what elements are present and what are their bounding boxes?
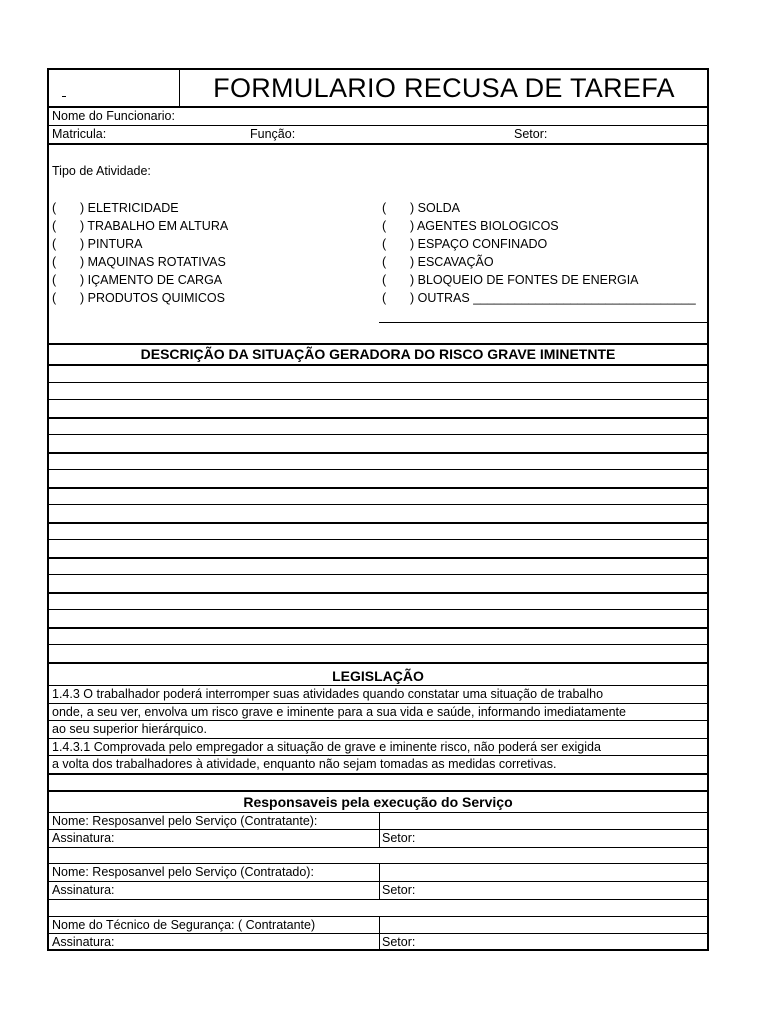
activity-label: ) ESPAÇO CONFINADO <box>410 237 548 251</box>
legislacao-title: LEGISLAÇÃO <box>332 668 424 684</box>
activity-label: ) SOLDA <box>410 201 461 215</box>
responsaveis-title: Responsaveis pela execução do Serviço <box>243 794 513 810</box>
activity-option[interactable] <box>52 289 228 307</box>
matricula-label: Matricula: <box>52 127 107 141</box>
descricao-writing-line[interactable] <box>49 417 707 419</box>
outras-extra-line[interactable] <box>379 322 709 323</box>
descricao-writing-line[interactable] <box>49 382 707 383</box>
responsavel-setor-label: Setor: <box>382 831 416 845</box>
logo-divider <box>179 70 180 106</box>
descricao-writing-line[interactable] <box>49 452 707 454</box>
descricao-writing-line[interactable] <box>49 522 707 524</box>
divider <box>49 125 707 126</box>
descricao-writing-line[interactable] <box>49 539 707 540</box>
activity-label: ) PRODUTOS QUIMICOS <box>80 291 225 305</box>
activity-label: ) ESCAVAÇÃO <box>410 255 494 269</box>
divider <box>49 847 707 848</box>
activity-option[interactable] <box>382 271 696 289</box>
form-title: FORMULARIO RECUSA DE TAREFA <box>213 73 675 103</box>
funcao-label: Função: <box>250 127 296 141</box>
checkbox-paren[interactable]: ( <box>52 201 57 215</box>
activity-label: ) BLOQUEIO DE FONTES DE ENERGIA <box>410 273 639 287</box>
divider <box>49 143 707 145</box>
activity-label: ) ELETRICIDADE <box>80 201 179 215</box>
column-divider <box>379 863 380 899</box>
descricao-writing-line[interactable] <box>49 469 707 470</box>
responsavel-nome-label: Nome do Técnico de Segurança: ( Contratante) <box>52 918 316 932</box>
descricao-writing-line[interactable] <box>49 557 707 559</box>
column-divider <box>379 916 380 951</box>
legislacao-text-line: ao seu superior hierárquico. <box>52 722 207 736</box>
checkbox-paren[interactable]: ( <box>52 219 57 233</box>
activity-option[interactable] <box>52 253 228 271</box>
checkbox-paren[interactable]: ( <box>382 201 387 215</box>
tipo-atividade-label: Tipo de Atividade: <box>52 164 151 178</box>
nome-funcionario-label: Nome do Funcionario: <box>52 109 175 123</box>
assinatura-label: Assinatura: <box>52 935 115 949</box>
logo-box <box>49 70 179 106</box>
responsavel-setor-label: Setor: <box>382 935 416 949</box>
descricao-writing-line[interactable] <box>49 574 707 575</box>
checkbox-paren[interactable]: ( <box>52 237 57 251</box>
divider <box>49 364 707 366</box>
assinatura-label: Assinatura: <box>52 831 115 845</box>
legislacao-text-line: 1.4.3 O trabalhador poderá interromper suas atividades quando constatar uma situação de trabalho <box>52 687 604 701</box>
activity-label: ) PINTURA <box>80 237 143 251</box>
recusa-tarefa-form <box>47 68 709 951</box>
activity-option[interactable] <box>382 217 696 235</box>
divider <box>49 933 707 934</box>
descricao-writing-line[interactable] <box>49 487 707 489</box>
divider <box>49 881 707 882</box>
checkbox-paren[interactable]: ( <box>382 237 387 251</box>
activity-label: ) TRABALHO EM ALTURA <box>80 219 229 233</box>
checkbox-paren[interactable]: ( <box>52 255 57 269</box>
divider <box>49 773 707 775</box>
checkbox-paren[interactable]: ( <box>382 273 387 287</box>
activity-option[interactable] <box>52 217 228 235</box>
activity-option[interactable] <box>52 235 228 253</box>
responsavel-nome-label: Nome: Resposanvel pelo Serviço (Contratado): <box>52 865 314 879</box>
descricao-writing-line[interactable] <box>49 434 707 435</box>
activity-label: ) OUTRAS ________________________________ <box>410 291 696 305</box>
checkbox-paren[interactable]: ( <box>52 291 57 305</box>
divider <box>49 899 707 900</box>
descricao-writing-line[interactable] <box>49 399 707 400</box>
activity-list-right <box>382 199 696 307</box>
descricao-writing-line[interactable] <box>49 644 707 645</box>
activity-label: ) MAQUINAS ROTATIVAS <box>80 255 226 269</box>
activity-option[interactable] <box>52 271 228 289</box>
setor-label: Setor: <box>514 127 548 141</box>
activity-option[interactable] <box>382 253 696 271</box>
legislacao-text-line: onde, a seu ver, envolva um risco grave e iminente para a sua vida e saúde, informando imediatamente <box>52 705 626 719</box>
activity-option[interactable] <box>52 199 228 217</box>
checkbox-paren[interactable]: ( <box>382 255 387 269</box>
divider <box>49 829 707 830</box>
activity-option[interactable] <box>382 235 696 253</box>
assinatura-label: Assinatura: <box>52 883 115 897</box>
descricao-writing-line[interactable] <box>49 609 707 610</box>
divider <box>49 662 707 664</box>
activity-list-left <box>52 199 228 307</box>
activity-option[interactable] <box>382 199 696 217</box>
activity-label: ) AGENTES BIOLOGICOS <box>410 219 559 233</box>
legislacao-text-line: 1.4.3.1 Comprovada pelo empregador a situação de grave e iminente risco, não poderá ser exigida <box>52 740 601 754</box>
activity-option[interactable] <box>382 289 696 307</box>
responsavel-nome-label: Nome: Resposanvel pelo Serviço (Contratante): <box>52 814 318 828</box>
descricao-writing-line[interactable] <box>49 627 707 629</box>
legislacao-text-line: a volta dos trabalhadores à atividade, enquanto não sejam tomadas as medidas corretivas. <box>52 757 557 771</box>
checkbox-paren[interactable]: ( <box>52 273 57 287</box>
checkbox-paren[interactable]: ( <box>382 291 387 305</box>
column-divider <box>379 812 380 847</box>
activity-label: ) IÇAMENTO DE CARGA <box>80 273 223 287</box>
logo-mark <box>62 96 66 97</box>
responsavel-setor-label: Setor: <box>382 883 416 897</box>
descricao-title: DESCRIÇÃO DA SITUAÇÃO GERADORA DO RISCO GRAVE IMINETNTE <box>140 346 616 362</box>
checkbox-paren[interactable]: ( <box>382 219 387 233</box>
descricao-writing-line[interactable] <box>49 504 707 505</box>
descricao-writing-line[interactable] <box>49 592 707 594</box>
